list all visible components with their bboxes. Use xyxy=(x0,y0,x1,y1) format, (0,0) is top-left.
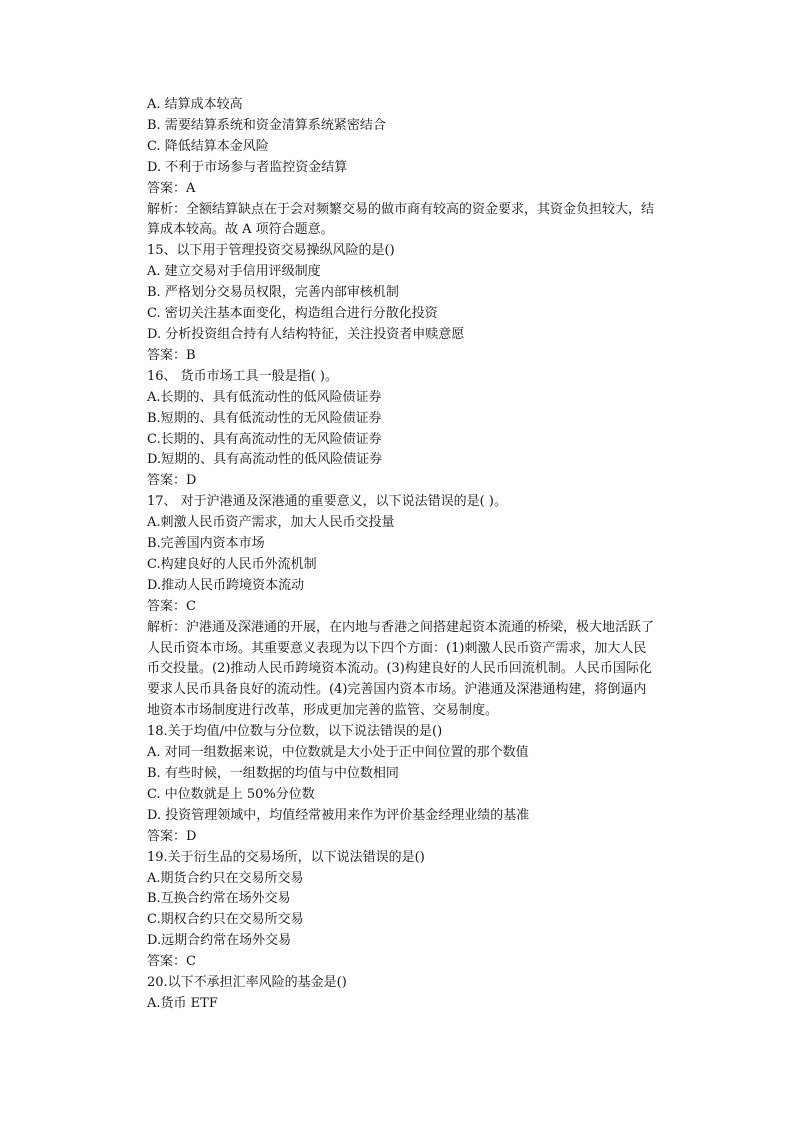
question-line: 17、 对于沪港通及深港通的重要意义，以下说法错误的是( )。 xyxy=(147,494,507,510)
answer-line: 答案：C xyxy=(147,954,196,970)
option-line: D.远期合约常在场外交易 xyxy=(147,933,292,949)
option-line: A.期货合约只在交易所交易 xyxy=(147,870,304,886)
option-line: B.短期的、具有低流动性的无风险债证券 xyxy=(147,410,382,426)
option-line: C. 中位数就是上 50%分位数 xyxy=(147,786,315,802)
question-line: 15、以下用于管理投资交易操纵风险的是() xyxy=(147,243,395,259)
explanation-paragraph: 解析：沪港通及深港通的开展，在内地与香港之间搭建起资本流通的桥梁，极大地活跃了人民币资本市场。其重要意义表现为以下四个方面：(1)刺激人民币资产需求，加大人民币交投量。(2)推动人民币跨境资本流动。(3)构建良好的人民币回流机制。人民币国际化要求人民币具备良好的流动性。(4)完善国内资本市场。沪港通及深港通构建，将倒逼内地资本市场制度进行改革，形成更加完善的监管、交易制度。 xyxy=(147,619,655,719)
option-line: A.货币 ETF xyxy=(147,995,218,1011)
option-line: D. 投资管理领域中，均值经常被用来作为评价基金经理业绩的基准 xyxy=(147,807,530,823)
option-line: A.长期的、具有低流动性的低风险债证券 xyxy=(147,389,382,405)
explanation-paragraph: 解析：全额结算缺点在于会对频繁交易的做市商有较高的资金要求，其资金负担较大，结算成本较高。故 A 项符合题意。 xyxy=(147,201,655,238)
answer-line: 答案：B xyxy=(147,347,196,363)
option-line: A.刺激人民币资产需求，加大人民币交投量 xyxy=(147,515,395,531)
option-line: C. 降低结算本金风险 xyxy=(147,138,269,154)
option-line: B. 严格划分交易员权限，完善内部审核机制 xyxy=(147,285,399,301)
option-line: A. 建立交易对手信用评级制度 xyxy=(147,264,321,280)
question-line: 16、 货币市场工具一般是指( )。 xyxy=(147,368,338,384)
option-line: D.推动人民币跨境资本流动 xyxy=(147,577,305,593)
answer-line: 答案：C xyxy=(147,598,196,614)
option-line: C. 密切关注基本面变化，构造组合进行分散化投资 xyxy=(147,306,438,322)
question-line: 18.关于均值/中位数与分位数，以下说法错误的是() xyxy=(147,724,443,740)
option-line: D.短期的、具有高流动性的低风险债证券 xyxy=(147,452,383,468)
question-line: 20.以下不承担汇率风险的基金是() xyxy=(147,975,347,991)
document-content xyxy=(147,95,657,1015)
option-line: B. 需要结算系统和资金清算系统紧密结合 xyxy=(147,117,386,133)
option-line: A. 对同一组数据来说，中位数就是大小处于正中间位置的那个数值 xyxy=(147,745,529,761)
answer-line: 答案：D xyxy=(147,473,197,489)
question-line: 19.关于衍生品的交易场所，以下说法错误的是() xyxy=(147,849,425,865)
option-line: D. 不利于市场参与者监控资金结算 xyxy=(147,159,348,175)
option-line: C.期权合约只在交易所交易 xyxy=(147,912,304,928)
option-line: B.完善国内资本市场 xyxy=(147,536,265,552)
document-page xyxy=(147,95,657,1015)
option-line: B. 有些时候，一组数据的均值与中位数相同 xyxy=(147,766,399,781)
answer-line: 答案：A xyxy=(147,180,196,196)
answer-line: 答案：D xyxy=(147,828,197,844)
option-line: A. 结算成本较高 xyxy=(147,97,243,112)
option-line: B.互换合约常在场外交易 xyxy=(147,891,291,907)
option-line: C.构建良好的人民币外流机制 xyxy=(147,556,317,572)
option-line: D. 分析投资组合持有人结构特征，关注投资者申赎意愿 xyxy=(147,326,465,342)
option-line: C.长期的、具有高流动性的无风险债证券 xyxy=(147,431,382,447)
